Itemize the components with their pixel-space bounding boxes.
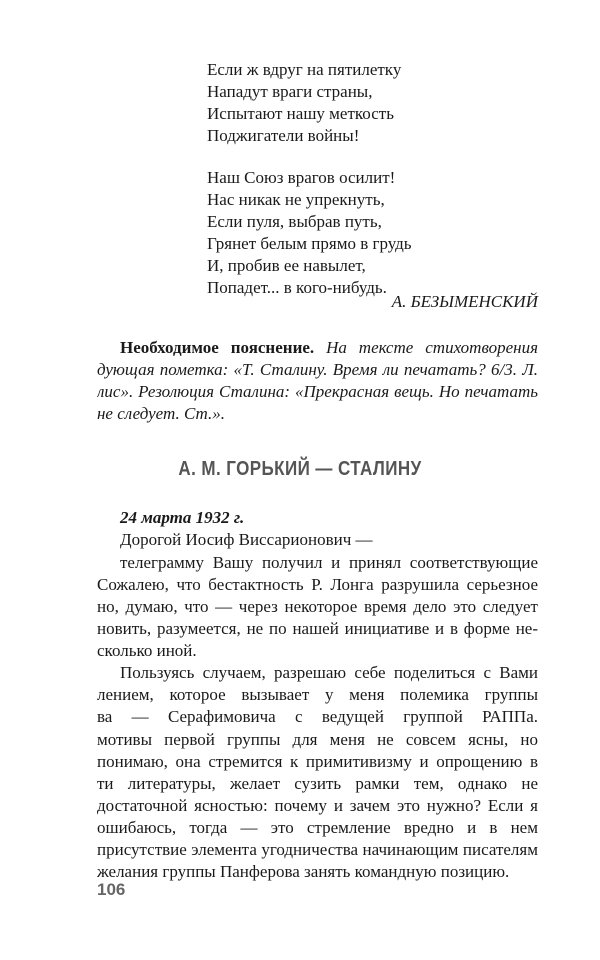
- poem-line: Если ж вдруг на пятилетку: [207, 60, 402, 79]
- poem-line: Грянет белым прямо в грудь: [207, 234, 412, 253]
- paragraph-line: ва — Серафимовича с ведущей группой РАППа.: [97, 707, 538, 726]
- poem-line: Испытают нашу меткость: [207, 104, 394, 123]
- paragraph-line: желания группы Панферова занять командную позицию.: [97, 862, 510, 881]
- poem-author: А. БЕЗЫМЕНСКИЙ: [391, 292, 538, 311]
- paragraph-line: новить, разумеется, не по нашей инициативе и в форме не-: [97, 619, 538, 638]
- paragraph-line: лением, которое вызывает у меня полемика группы: [97, 685, 538, 704]
- letter-salutation: Дорогой Иосиф Виссарионович —: [120, 530, 373, 549]
- paragraph-line: Пользуясь случаем, разрешаю себе поделиться с Вами: [120, 663, 538, 682]
- paragraph-line: телеграмму Вашу получил и принял соответствующие: [120, 553, 538, 572]
- poem-line: Если пуля, выбрав путь,: [207, 212, 382, 231]
- poem-line: Поджигатели войны!: [207, 126, 360, 145]
- letter-date: 24 марта 1932 г.: [120, 508, 245, 527]
- paragraph-line: сколько иной.: [97, 641, 197, 660]
- poem-line: Попадет... в кого-нибудь.: [207, 278, 387, 297]
- page-number: 106: [97, 880, 126, 899]
- paragraph-line: понимаю, она стремится к примитивизму и опрощению в: [97, 752, 538, 771]
- paragraph-line: мотивы первой группы для меня не совсем ясны, но: [97, 730, 538, 749]
- note-line: дующая пометка: «Т. Сталину. Время ли печатать? 6/3. Л.: [97, 360, 538, 379]
- paragraph-line: но, думаю, что — через некоторое время дело это следует: [97, 597, 538, 616]
- paragraph-line: присутствие элемента угодничества начинающим писателям: [97, 840, 538, 859]
- paragraph-line: ти литературы, желает сузить рамки тем, однако не: [97, 774, 538, 793]
- poem-line: И, пробив ее навылет,: [207, 256, 366, 275]
- paragraph-line: Сожалею, что бестактность Р. Лонга разрушила серьезное: [97, 575, 538, 594]
- note-first-line: [120, 337, 538, 359]
- poem-line: Нападут враги страны,: [207, 82, 373, 101]
- paragraph-line: ошибаюсь, тогда — это стремление вредно и в нем: [97, 818, 538, 837]
- paragraph-line: достаточной ясностью: почему и зачем это нужно? Если я: [97, 796, 538, 815]
- poem-line: Наш Союз врагов осилит!: [207, 168, 396, 187]
- poem-line: Нас никак не упрекнуть,: [207, 190, 385, 209]
- note-label: Необходимое пояснение.: [120, 338, 315, 357]
- note-line: не следует. Ст.».: [97, 404, 226, 423]
- note-text: На тексте стихотворения: [326, 338, 538, 357]
- note-line: лис». Резолюция Сталина: «Прекрасная вещь. Но печатать: [97, 382, 538, 401]
- section-heading: А. М. ГОРЬКИЙ — СТАЛИНУ: [178, 458, 422, 480]
